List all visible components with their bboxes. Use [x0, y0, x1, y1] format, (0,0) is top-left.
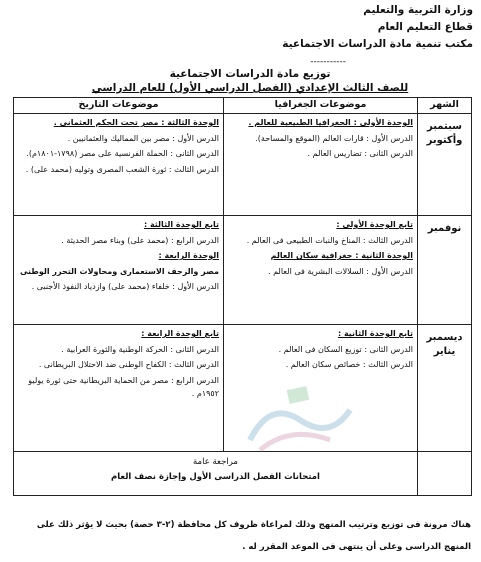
sector-header: قطاع التعليم العام [377, 21, 473, 33]
month-column-header: الشهر [418, 98, 472, 114]
lesson-line: الدرس الثانى : الحركة الوطنية والثورة العرابية . [61, 344, 219, 354]
header-separator: ----------- [310, 57, 346, 67]
unit-heading: تابع الوحدة الرابعة : [141, 329, 219, 338]
history-cell [14, 216, 224, 325]
lesson-line: الدرس الثانى : تضاريس العالم . [307, 149, 413, 158]
month-label: ديسمبر [426, 332, 463, 343]
geography-cell [224, 216, 418, 325]
history-cell [14, 114, 224, 216]
geography-column-header: موضوعات الجغرافيا [224, 98, 418, 114]
document-title: توزيع مادة الدراسات الاجتماعية [169, 68, 331, 80]
lesson-line: الدرس الثالث : ثورة الشعب المصرى وتوليه (محمد على) . [25, 164, 219, 174]
lesson-line: الدرس الثالث : المناخ والنبات الطبيعى فى العالم . [246, 235, 413, 245]
month-cell [418, 325, 472, 452]
month-label: يناير [433, 346, 456, 357]
lesson-line: الدرس الأول : السلالات البشرية فى العالم . [267, 266, 413, 276]
unit-heading: الوحدة الرابعة : [158, 251, 219, 260]
lesson-line: الدرس الثالث : الكفاح الوطنى ضد الاحتلال البريطانى . [38, 360, 219, 369]
ministry-header: وزارة التربية والتعليم [363, 4, 473, 16]
lesson-line: الدرس الأول : قارات العالم (الموقع والمساحة). [255, 133, 413, 143]
month-cell [418, 216, 472, 325]
month-label: وأكتوبر [426, 135, 463, 146]
lesson-line: الدرس الأول : خلفاء (محمد على) وازدياد النفوذ الأجنبى . [31, 282, 219, 291]
unit-heading: تابع الوحدة الثالثة : [143, 220, 219, 229]
watermark-logo-icon [240, 380, 360, 460]
lesson-line: الدرس الأول : مصر بين المماليك والعثمانيين . [67, 133, 219, 143]
geography-cell [224, 114, 418, 216]
month-label: سبتمبر [426, 121, 462, 132]
month-label: نوفمبر [427, 223, 462, 234]
unit-heading: الوحدة الثانية : جغرافية سكان العالم [270, 251, 413, 260]
unit-heading: تابع الوحدة الأولى : [336, 220, 413, 229]
table-header-row [14, 98, 472, 114]
unit-title: مصر والزحف الاستعمارى ومحاولات التحرر الوطنى [19, 266, 219, 276]
review-line: مراجعة عامة [193, 457, 238, 467]
footnote: هناك مرونة فى توزيع وترتيب المنهج وذلك لمراعاة ظروف كل محافظة (٢-٣ حصة) بحيث لا يؤثر ذلك على المنهج الدراسى وعلى أن ينتهى فى الموعد المقرر له . [36, 520, 471, 552]
lesson-line: الدرس الرابع : (محمد على) وبناء مصر الحديثة . [61, 235, 219, 245]
office-header: مكتب تنمية مادة الدراسات الاجتماعية [282, 38, 473, 50]
unit-heading: الوحدة الأولى : الجغرافيا الطبيعية للعالم . [248, 118, 413, 127]
review-month-cell [418, 452, 472, 496]
document-subtitle: للصف الثالث الإعدادي (الفصل الدراسي الأول) للعام الدراسي [91, 82, 409, 94]
table-row [14, 216, 472, 325]
unit-heading: الوحدة الثالثة : مصر تحت الحكم العثمانى . [53, 118, 219, 127]
lesson-line: الدرس الرابع : مصر من الحماية البريطانية حتى ثورة يوليو ١٩٥٢م . [28, 375, 219, 398]
lesson-line: الدرس الثانى : الحملة الفرنسية على مصر (١٧٩٨-١٨٠١م). [26, 149, 219, 158]
history-cell [14, 325, 224, 452]
table-row [14, 114, 472, 216]
unit-heading: تابع الوحدة الثانية : [337, 329, 413, 338]
exams-line: امتحانات الفصل الدراسى الأول وإجازة نصف العام [111, 472, 320, 482]
history-column-header: موضوعات التاريخ [14, 98, 224, 114]
month-cell [418, 114, 472, 216]
lesson-line: الدرس الثالث : خصائص سكان العالم . [285, 360, 413, 369]
lesson-line: الدرس الثانى : توزيع السكان فى العالم . [278, 344, 413, 354]
